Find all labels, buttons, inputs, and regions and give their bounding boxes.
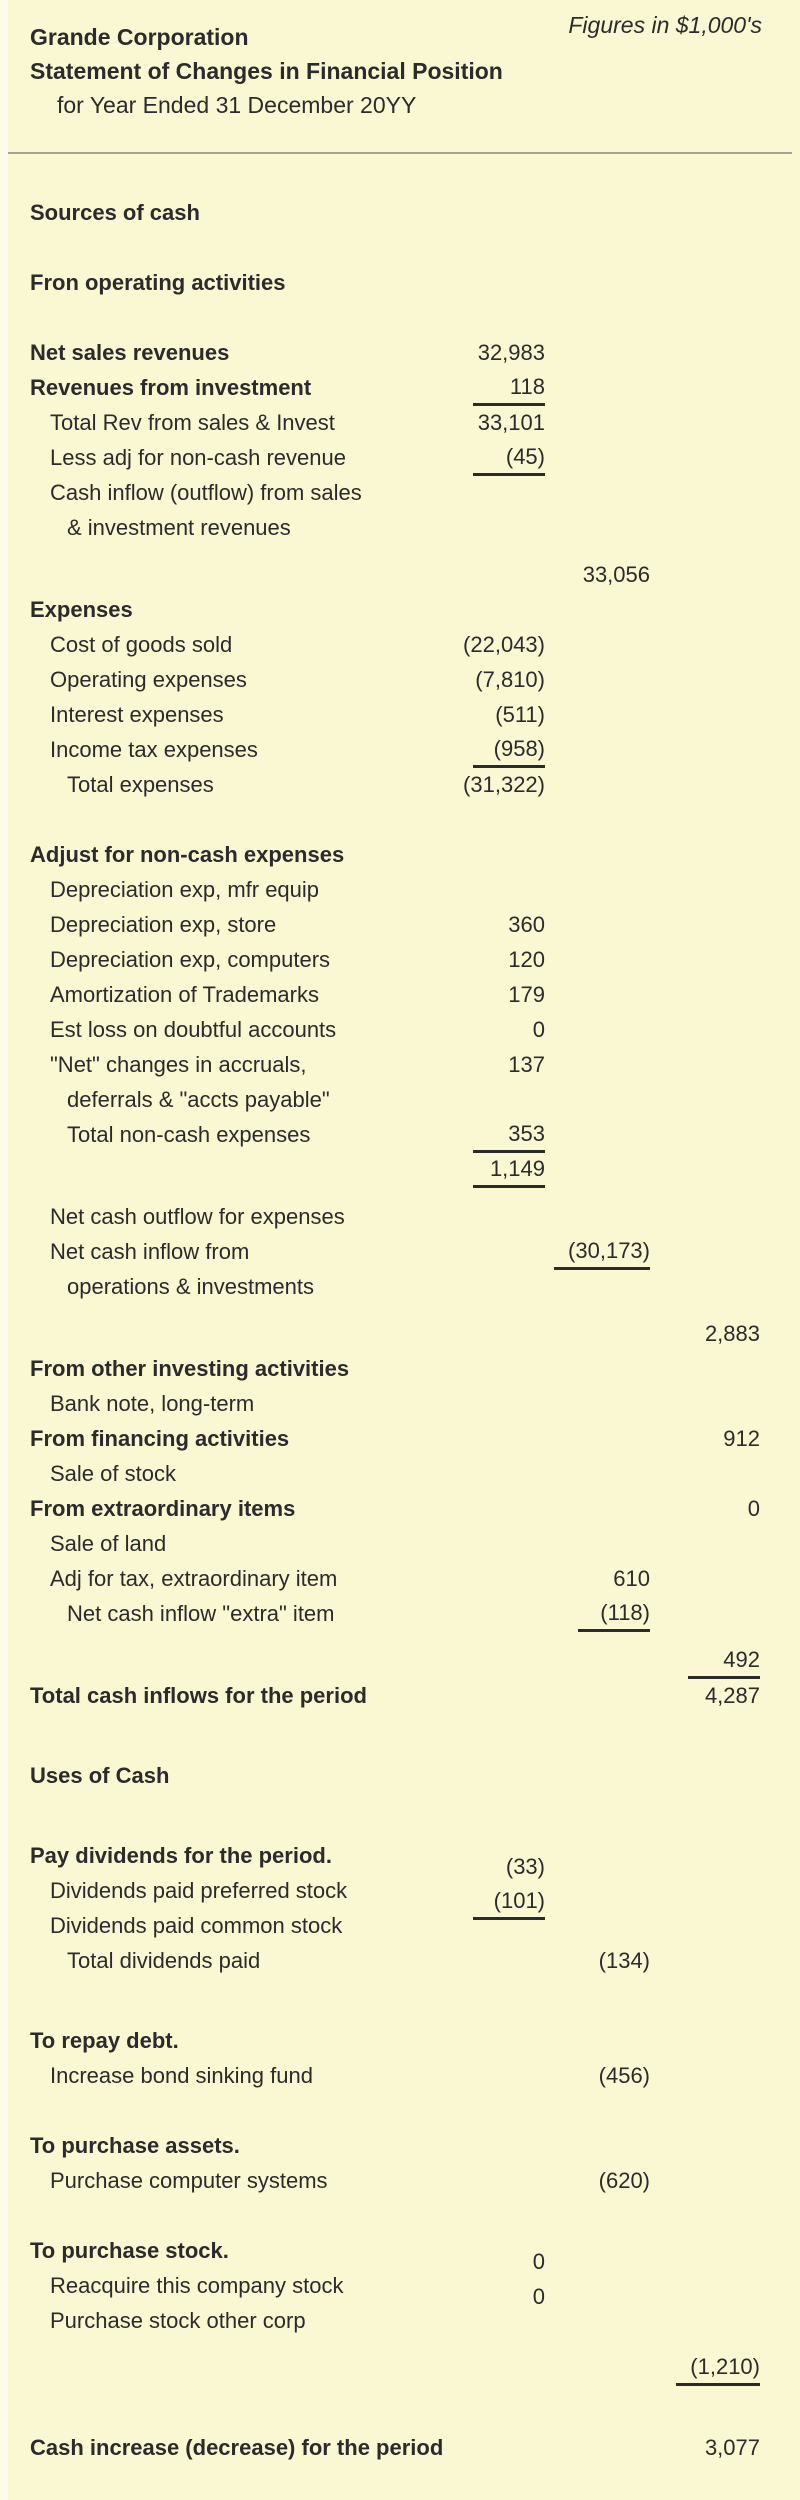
statement-row (0, 335, 800, 370)
row-value: 353 (473, 1117, 545, 1153)
row-label: Bank note, long-term (50, 1391, 255, 1416)
row-label: Total cash inflows for the period (30, 1683, 367, 1708)
row-label: Purchase stock other corp (50, 2308, 306, 2333)
row-value: 179 (508, 982, 545, 1007)
row-label: Cost of goods sold (50, 632, 233, 657)
statement-row (0, 837, 800, 872)
row-label: Cash inflow (outflow) from sales (50, 480, 362, 505)
statement-row (0, 1082, 800, 1117)
row-label: Dividends paid common stock (50, 1913, 343, 1938)
row-label: From extraordinary items (30, 1496, 296, 1521)
blank-row (0, 1978, 800, 2023)
statement-row (0, 370, 800, 405)
row-label: Total non-cash expenses (67, 1122, 311, 1147)
row-value: 0 (747, 1496, 760, 1521)
row-value: 2,883 (704, 1321, 760, 1346)
row-label: Depreciation exp, store (50, 912, 277, 937)
row-label: Reacquire this company stock (50, 2273, 344, 2298)
row-label: Total expenses (67, 772, 214, 797)
row-value: 360 (508, 912, 545, 937)
statement-body (0, 195, 800, 2465)
statement-row (0, 1908, 800, 1943)
statement-row (0, 440, 800, 475)
statement-row (0, 1012, 800, 1047)
row-value: (620) (598, 2168, 650, 2193)
row-value: 912 (723, 1426, 760, 1451)
row-label: "Net" changes in accruals, (50, 1052, 307, 1077)
statement-period: for Year Ended 31 December 20YY (57, 92, 417, 118)
row-value: 492 (688, 1643, 760, 1679)
company-name: Grande Corporation (30, 24, 249, 50)
blank-row (0, 1713, 800, 1758)
statement-row (0, 1873, 800, 1913)
blank-row (0, 2093, 800, 2128)
row-label: Adj for tax, extraordinary item (50, 1566, 338, 1591)
statement-row (0, 1943, 800, 1978)
row-value: (134) (598, 1948, 650, 1973)
units-note: Figures in $1,000's (568, 12, 762, 38)
row-label: Total Rev from sales & Invest (50, 410, 335, 435)
row-label: To purchase assets. (30, 2133, 240, 2158)
row-label: Increase bond sinking fund (50, 2063, 313, 2088)
statement-row (0, 627, 800, 662)
row-label: Dividends paid preferred stock (50, 1878, 348, 1903)
row-label: Total dividends paid (67, 1948, 261, 1973)
statement-row (0, 1491, 800, 1526)
row-value: 118 (473, 370, 545, 406)
statement-row (0, 1316, 800, 1351)
row-value: (118) (578, 1596, 650, 1632)
statement-row (0, 592, 800, 627)
row-value: (101) (473, 1884, 545, 1920)
statement-row (0, 475, 800, 510)
row-value: 0 (532, 2284, 545, 2309)
statement-row (0, 1526, 800, 1561)
row-label: Expenses (30, 597, 133, 622)
statement-row (0, 732, 800, 767)
statement-row (0, 872, 800, 907)
row-label: Uses of Cash (30, 1763, 170, 1788)
row-value: (456) (598, 2063, 650, 2088)
statement-row (0, 1596, 800, 1631)
row-label: Sale of stock (50, 1461, 176, 1486)
statement-row (0, 195, 800, 230)
row-value: 32,983 (477, 340, 545, 365)
blank-row (0, 300, 800, 335)
statement-row (0, 942, 800, 977)
statement-row (0, 2430, 800, 2465)
row-label: Est loss on doubtful accounts (50, 1017, 337, 1042)
row-value: (45) (473, 440, 545, 476)
row-label: Depreciation exp, computers (50, 947, 331, 972)
statement-row (0, 1678, 800, 1713)
statement-row (0, 977, 800, 1012)
row-value: (1,210) (676, 2350, 760, 2386)
statement-row (0, 907, 800, 942)
row-value: (22,043) (463, 632, 545, 657)
row-value: 610 (613, 1566, 650, 1591)
row-value: 33,101 (477, 410, 545, 435)
blank-row (0, 2385, 800, 2430)
row-value: (31,322) (463, 772, 545, 797)
row-label: To repay debt. (30, 2028, 179, 2053)
row-label: Net cash inflow from (50, 1239, 250, 1264)
blank-row (0, 1631, 800, 1643)
statement-row (0, 1643, 800, 1678)
header-divider (8, 152, 792, 154)
row-value: 4,287 (704, 1683, 760, 1708)
row-label: Adjust for non-cash expenses (30, 842, 345, 867)
row-label: & investment revenues (67, 515, 291, 540)
row-label: deferrals & "accts payable" (67, 1087, 330, 1112)
row-label: Less adj for non-cash revenue (50, 445, 346, 470)
row-label: Sale of land (50, 1531, 167, 1556)
statement-row (0, 1269, 800, 1304)
row-label: Net cash inflow "extra" item (67, 1601, 335, 1626)
row-label: From financing activities (30, 1426, 290, 1451)
statement-row (0, 1117, 800, 1152)
statement-row (0, 2023, 800, 2058)
blank-row (0, 1187, 800, 1199)
statement-row (0, 1386, 800, 1421)
row-label: Sources of cash (30, 200, 200, 225)
statement-title: Statement of Changes in Financial Position (30, 58, 503, 84)
row-label: Pay dividends for the period. (30, 1843, 332, 1868)
row-label: Income tax expenses (50, 737, 258, 762)
statement-row (0, 662, 800, 697)
row-value: 0 (532, 1017, 545, 1042)
row-label: Purchase computer systems (50, 2168, 328, 2193)
row-label: Depreciation exp, mfr equip (50, 877, 320, 902)
blank-row (0, 2338, 800, 2350)
row-value: 1,149 (473, 1152, 545, 1188)
statement-row (0, 697, 800, 732)
statement-row (0, 2233, 800, 2274)
row-value: 3,077 (704, 2435, 760, 2460)
blank-row (0, 545, 800, 557)
row-label: operations & investments (67, 1274, 315, 1299)
statement-row (0, 1351, 800, 1386)
row-label: To purchase stock. (30, 2238, 229, 2263)
statement-row (0, 510, 800, 545)
row-value: (30,173) (554, 1234, 650, 1270)
statement-row (0, 2128, 800, 2163)
row-label: Amortization of Trademarks (50, 982, 319, 1007)
row-label: Net sales revenues (30, 340, 230, 365)
statement-row (0, 1234, 800, 1269)
blank-row (0, 230, 800, 265)
blank-row (0, 2198, 800, 2233)
blank-row (0, 1304, 800, 1316)
statement-row (0, 405, 800, 440)
statement-row (0, 767, 800, 802)
statement-row (0, 1838, 800, 1879)
row-label: Operating expenses (50, 667, 247, 692)
statement-row (0, 1421, 800, 1456)
statement-row (0, 1199, 800, 1234)
statement-row (0, 2163, 800, 2198)
statement-row (0, 557, 800, 592)
row-label: From other investing activities (30, 1356, 350, 1381)
row-label: Revenues from investment (30, 375, 312, 400)
row-value: 120 (508, 947, 545, 972)
row-label: Fron operating activities (30, 270, 286, 295)
statement-row (0, 265, 800, 300)
row-value: 0 (532, 2249, 545, 2274)
statement-row (0, 1047, 800, 1082)
row-value: (7,810) (475, 667, 545, 692)
blank-row (0, 802, 800, 837)
row-value: (958) (473, 732, 545, 768)
row-label: Interest expenses (50, 702, 224, 727)
row-value: 137 (508, 1052, 545, 1077)
statement-row (0, 1758, 800, 1793)
row-value: (33) (505, 1854, 545, 1879)
statement-row (0, 1152, 800, 1187)
statement-row (0, 1561, 800, 1596)
statement-row (0, 2350, 800, 2385)
statement-row (0, 1456, 800, 1491)
row-label: Net cash outflow for expenses (50, 1204, 345, 1229)
row-value: 33,056 (582, 562, 650, 587)
row-value: (511) (495, 702, 545, 727)
row-label: Cash increase (decrease) for the period (30, 2435, 444, 2460)
statement-row (0, 2058, 800, 2093)
blank-row (0, 1793, 800, 1838)
statement-row (0, 2268, 800, 2309)
statement-row (0, 2303, 800, 2338)
